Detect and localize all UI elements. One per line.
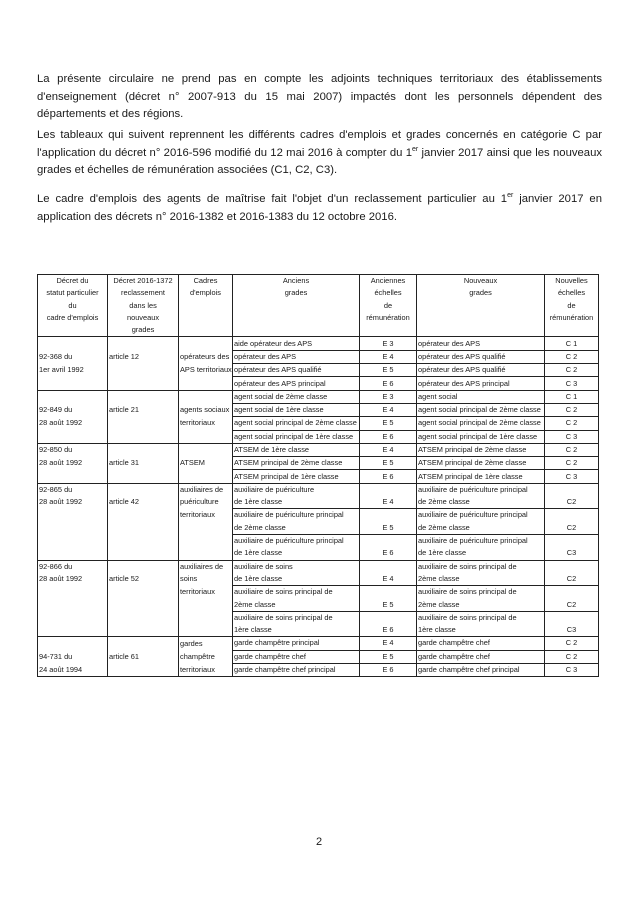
old-grade-cell: auxiliaire de soins principal de <box>233 611 360 624</box>
header-row <box>38 300 599 312</box>
decret-cell <box>38 377 108 390</box>
old-scale-cell: E 5 <box>360 650 417 663</box>
new-grade-cell: de 2ème classe <box>417 496 545 509</box>
old-grade-cell: de 2ème classe <box>233 522 360 535</box>
new-grade-cell: de 2ème classe <box>417 522 545 535</box>
cadre-cell <box>179 547 233 560</box>
article-cell <box>108 364 179 377</box>
new-scale-cell: C 3 <box>545 663 599 676</box>
table-row <box>38 350 599 363</box>
old-grade-cell: garde champêtre principal <box>233 637 360 650</box>
new-scale-cell: C 3 <box>545 377 599 390</box>
decret-cell <box>38 337 108 350</box>
old-grade-cell: agent social principal de 2ème classe <box>233 417 360 430</box>
new-scale-cell <box>545 509 599 522</box>
page-number: 2 <box>315 836 323 848</box>
old-scale-cell: E 4 <box>360 496 417 509</box>
anciens-grades-header <box>233 312 360 324</box>
decret-cell <box>38 598 108 611</box>
old-scale-cell: E 6 <box>360 470 417 483</box>
article-cell <box>108 637 179 650</box>
nouveaux-grades-header <box>417 324 545 337</box>
old-grade-cell: de 1ère classe <box>233 496 360 509</box>
old-scale-cell: E 6 <box>360 624 417 637</box>
cadre-cell: auxiliaires de <box>179 483 233 496</box>
anciens-grades-header <box>233 300 360 312</box>
article-cell <box>108 547 179 560</box>
old-grade-cell: ATSEM principal de 1ère classe <box>233 470 360 483</box>
old-scale-cell: E 6 <box>360 430 417 443</box>
scope-paragraph <box>37 127 602 180</box>
table-row <box>38 586 599 599</box>
cadre-cell: territoriaux <box>179 663 233 676</box>
new-grade-cell: agent social principal de 1ère classe <box>417 430 545 443</box>
old-grade-cell: ATSEM principal de 2ème classe <box>233 457 360 470</box>
cadre-cell <box>179 611 233 624</box>
new-grade-cell: auxiliaire de soins principal de <box>417 611 545 624</box>
table-row <box>38 560 599 573</box>
anciennes-echelles-header: de <box>360 300 417 312</box>
table-row <box>38 624 599 637</box>
old-grade-cell: opérateur des APS principal <box>233 377 360 390</box>
new-scale-cell <box>545 611 599 624</box>
scope-text-part2: janvier 2017 ainsi que les nouveaux grades et échelles de rémunération associées (C1, C2, C3). <box>37 146 602 176</box>
decret-cell: 28 août 1992 <box>38 573 108 586</box>
cadre-cell <box>179 534 233 547</box>
decret-cell <box>38 534 108 547</box>
decret-cell: 92-850 du <box>38 443 108 456</box>
decret-cell: 1er avril 1992 <box>38 364 108 377</box>
cadre-cell: gardes <box>179 637 233 650</box>
nouveaux-grades-header <box>417 312 545 324</box>
new-grade-cell: garde champêtre chef <box>417 637 545 650</box>
table-row <box>38 443 599 456</box>
nouveaux-grades-header: grades <box>417 287 545 299</box>
new-grade-cell: opérateur des APS qualifié <box>417 350 545 363</box>
reclassement-header: dans les <box>108 300 179 312</box>
table-row <box>38 637 599 650</box>
cadre-cell <box>179 598 233 611</box>
decret-cell: 92-866 du <box>38 560 108 573</box>
nouvelles-echelles-header: Nouvelles <box>545 275 599 288</box>
new-grade-cell: agent social principal de 2ème classe <box>417 403 545 416</box>
anciens-grades-header <box>233 324 360 337</box>
new-scale-cell: C 3 <box>545 430 599 443</box>
table-row <box>38 337 599 350</box>
new-grade-cell: garde champêtre chef principal <box>417 663 545 676</box>
cadres-header <box>179 324 233 337</box>
table-header <box>38 275 599 337</box>
old-scale-cell: E 6 <box>360 547 417 560</box>
cadre-cell: puériculture <box>179 496 233 509</box>
decret-cell <box>38 390 108 403</box>
nouvelles-echelles-header: échelles <box>545 287 599 299</box>
new-grade-cell: 1ère classe <box>417 624 545 637</box>
cadres-header: d'emplois <box>179 287 233 299</box>
header-row <box>38 275 599 288</box>
new-grade-cell: 2ème classe <box>417 598 545 611</box>
old-scale-cell: E 5 <box>360 457 417 470</box>
new-scale-cell: C 2 <box>545 350 599 363</box>
nouvelles-echelles-header <box>545 324 599 337</box>
header-row <box>38 324 599 337</box>
new-scale-cell: C 3 <box>545 470 599 483</box>
article-cell: article 42 <box>108 496 179 509</box>
table-row <box>38 611 599 624</box>
decret-cell <box>38 547 108 560</box>
article-cell <box>108 377 179 390</box>
article-cell <box>108 509 179 522</box>
article-cell <box>108 586 179 599</box>
reclassement-header: grades <box>108 324 179 337</box>
table-row <box>38 547 599 560</box>
new-scale-cell <box>545 586 599 599</box>
table-row <box>38 496 599 509</box>
new-scale-cell: C 1 <box>545 337 599 350</box>
old-scale-cell: E 5 <box>360 598 417 611</box>
decret-cell: 94-731 du <box>38 650 108 663</box>
article-cell: article 31 <box>108 457 179 470</box>
cadres-header <box>179 300 233 312</box>
cadre-cell: opérateurs des <box>179 350 233 363</box>
new-grade-cell: opérateur des APS qualifié <box>417 364 545 377</box>
table-row <box>38 509 599 522</box>
new-grade-cell: agent social <box>417 390 545 403</box>
decret-cell <box>38 509 108 522</box>
cadre-cell <box>179 337 233 350</box>
new-grade-cell: auxiliaire de puériculture principal <box>417 483 545 496</box>
decret-header: statut particulier <box>38 287 108 299</box>
old-grade-cell: opérateur des APS <box>233 350 360 363</box>
table-row <box>38 403 599 416</box>
new-scale-cell: C3 <box>545 547 599 560</box>
decret-header: cadre d'emplois <box>38 312 108 324</box>
new-grade-cell: opérateur des APS principal <box>417 377 545 390</box>
article-cell: article 61 <box>108 650 179 663</box>
old-grade-cell: aide opérateur des APS <box>233 337 360 350</box>
old-grade-cell: de 1ère classe <box>233 547 360 560</box>
table-row <box>38 650 599 663</box>
cadre-cell: territoriaux <box>179 586 233 599</box>
new-scale-cell: C 2 <box>545 403 599 416</box>
nouvelles-echelles-header: de <box>545 300 599 312</box>
nouveaux-grades-header: Nouveaux <box>417 275 545 288</box>
new-scale-cell: C2 <box>545 522 599 535</box>
old-scale-cell: E 6 <box>360 377 417 390</box>
old-scale-cell: E 3 <box>360 390 417 403</box>
anciennes-echelles-header: Anciennes <box>360 275 417 288</box>
decret-cell <box>38 470 108 483</box>
header-row <box>38 287 599 299</box>
new-grade-cell: auxiliaire de soins principal de <box>417 586 545 599</box>
new-scale-cell: C 1 <box>545 390 599 403</box>
new-scale-cell: C 2 <box>545 650 599 663</box>
new-grade-cell: auxiliaire de puériculture principal <box>417 509 545 522</box>
article-cell: article 52 <box>108 573 179 586</box>
old-scale-cell <box>360 611 417 624</box>
new-scale-cell <box>545 483 599 496</box>
old-scale-cell: E 4 <box>360 443 417 456</box>
new-scale-cell: C2 <box>545 573 599 586</box>
scope-superscript: er <box>412 145 419 153</box>
reclassement-table <box>37 274 599 677</box>
old-scale-cell <box>360 509 417 522</box>
table-row <box>38 598 599 611</box>
old-grade-cell: 1ère classe <box>233 624 360 637</box>
new-grade-cell: auxiliaire de soins principal de <box>417 560 545 573</box>
new-scale-cell: C 2 <box>545 364 599 377</box>
new-grade-cell: auxiliaire de puériculture principal <box>417 534 545 547</box>
article-cell: article 21 <box>108 403 179 416</box>
new-scale-cell: C 2 <box>545 443 599 456</box>
decret-cell <box>38 522 108 535</box>
new-grade-cell: 2ème classe <box>417 573 545 586</box>
article-cell <box>108 611 179 624</box>
cadre-cell: soins <box>179 573 233 586</box>
maitrise-text-part2: janvier 2017 en application des décrets n° 2016-1382 et 2016-1383 du 12 octobre 2016. <box>37 193 602 223</box>
cadre-cell <box>179 522 233 535</box>
table-row <box>38 470 599 483</box>
old-scale-cell: E 4 <box>360 403 417 416</box>
old-scale-cell: E 4 <box>360 637 417 650</box>
article-cell: article 12 <box>108 350 179 363</box>
decret-cell: 92-865 du <box>38 483 108 496</box>
decret-cell: 24 août 1994 <box>38 663 108 676</box>
header-row <box>38 312 599 324</box>
cadre-cell <box>179 624 233 637</box>
old-scale-cell <box>360 586 417 599</box>
new-scale-cell: C 2 <box>545 637 599 650</box>
article-cell <box>108 470 179 483</box>
decret-header: Décret du <box>38 275 108 288</box>
anciens-grades-header: Anciens <box>233 275 360 288</box>
decret-cell: 92-368 du <box>38 350 108 363</box>
new-grade-cell: ATSEM principal de 1ère classe <box>417 470 545 483</box>
decret-header: du <box>38 300 108 312</box>
new-scale-cell: C2 <box>545 496 599 509</box>
table-row <box>38 573 599 586</box>
table-row <box>38 534 599 547</box>
old-scale-cell: E 5 <box>360 364 417 377</box>
old-scale-cell: E 6 <box>360 663 417 676</box>
old-grade-cell: de 1ère classe <box>233 573 360 586</box>
cadre-cell <box>179 390 233 403</box>
cadre-cell <box>179 470 233 483</box>
old-grade-cell: agent social principal de 1ère classe <box>233 430 360 443</box>
decret-cell <box>38 430 108 443</box>
table-row <box>38 377 599 390</box>
article-cell <box>108 417 179 430</box>
article-cell <box>108 430 179 443</box>
new-scale-cell <box>545 534 599 547</box>
old-grade-cell: auxiliaire de soins principal de <box>233 586 360 599</box>
decret-cell <box>38 624 108 637</box>
cadre-cell <box>179 443 233 456</box>
article-cell <box>108 598 179 611</box>
cadre-cell: auxiliaires de <box>179 560 233 573</box>
new-grade-cell: de 1ère classe <box>417 547 545 560</box>
old-scale-cell: E 3 <box>360 337 417 350</box>
decret-header <box>38 324 108 337</box>
scope-text-part1: Les tableaux qui suivent reprennent les différents cadres d'emplois et grades concernés en catégorie C par l'application du décret n° 2016-596 modifié du 12 mai 2016 à compter du 1 <box>37 129 602 159</box>
article-cell <box>108 483 179 496</box>
intro-paragraph: La présente circulaire ne prend pas en compte les adjoints techniques territoriaux des établissements d'enseignement (décret n° 2007-913 du 15 mai 2007) impactés dont les personnels dépendent des départements et des régions. <box>37 73 602 120</box>
old-grade-cell: garde champêtre chef <box>233 650 360 663</box>
decret-cell <box>38 637 108 650</box>
new-grade-cell: opérateur des APS <box>417 337 545 350</box>
table-row <box>38 663 599 676</box>
old-grade-cell: agent social de 1ère classe <box>233 403 360 416</box>
cadre-cell: ATSEM <box>179 457 233 470</box>
anciens-grades-header: grades <box>233 287 360 299</box>
maitrise-superscript: er <box>507 192 514 200</box>
cadre-cell: agents sociaux <box>179 403 233 416</box>
anciennes-echelles-header: rémunération <box>360 312 417 324</box>
old-scale-cell <box>360 534 417 547</box>
table-row <box>38 364 599 377</box>
reclassement-header: nouveaux <box>108 312 179 324</box>
nouveaux-grades-header <box>417 300 545 312</box>
article-cell <box>108 390 179 403</box>
old-grade-cell: 2ème classe <box>233 598 360 611</box>
decret-cell: 28 août 1992 <box>38 417 108 430</box>
cadre-cell: APS territoriaux <box>179 364 233 377</box>
maitrise-text-part1: Le cadre d'emplois des agents de maîtrise fait l'objet d'un reclassement particulier au 1 <box>37 193 508 205</box>
anciennes-echelles-header: échelles <box>360 287 417 299</box>
decret-cell: 28 août 1992 <box>38 496 108 509</box>
old-grade-cell: auxiliaire de soins <box>233 560 360 573</box>
old-scale-cell: E 5 <box>360 522 417 535</box>
new-grade-cell: ATSEM principal de 2ème classe <box>417 457 545 470</box>
cadre-cell: territoriaux <box>179 509 233 522</box>
old-grade-cell: agent social de 2ème classe <box>233 390 360 403</box>
table-body <box>38 337 599 677</box>
article-cell <box>108 624 179 637</box>
old-grade-cell: auxiliaire de puériculture principal <box>233 509 360 522</box>
old-scale-cell: E 4 <box>360 350 417 363</box>
article-cell <box>108 443 179 456</box>
table-row <box>38 430 599 443</box>
old-scale-cell <box>360 560 417 573</box>
table-row <box>38 390 599 403</box>
new-scale-cell: C3 <box>545 624 599 637</box>
maitrise-paragraph <box>37 191 602 226</box>
table-row <box>38 483 599 496</box>
cadre-cell: territoriaux <box>179 417 233 430</box>
reclassement-header: Décret 2016-1372 <box>108 275 179 288</box>
old-grade-cell: auxiliaire de puériculture <box>233 483 360 496</box>
old-scale-cell <box>360 483 417 496</box>
table-row <box>38 522 599 535</box>
new-scale-cell <box>545 560 599 573</box>
new-grade-cell: agent social principal de 2ème classe <box>417 417 545 430</box>
new-scale-cell: C 2 <box>545 457 599 470</box>
old-grade-cell: ATSEM de 1ère classe <box>233 443 360 456</box>
article-cell <box>108 560 179 573</box>
new-scale-cell: C 2 <box>545 417 599 430</box>
old-scale-cell: E 5 <box>360 417 417 430</box>
decret-cell: 92-849 du <box>38 403 108 416</box>
cadres-header: Cadres <box>179 275 233 288</box>
cadre-cell <box>179 430 233 443</box>
decret-cell <box>38 611 108 624</box>
new-scale-cell: C2 <box>545 598 599 611</box>
nouvelles-echelles-header: rémunération <box>545 312 599 324</box>
table-row <box>38 417 599 430</box>
old-grade-cell: opérateur des APS qualifié <box>233 364 360 377</box>
anciennes-echelles-header <box>360 324 417 337</box>
table-row <box>38 457 599 470</box>
old-grade-cell: auxiliaire de puériculture principal <box>233 534 360 547</box>
reclassement-header: reclassement <box>108 287 179 299</box>
cadres-header <box>179 312 233 324</box>
article-cell <box>108 534 179 547</box>
old-scale-cell: E 4 <box>360 573 417 586</box>
cadre-cell: champêtre <box>179 650 233 663</box>
article-cell <box>108 663 179 676</box>
old-grade-cell: garde champêtre chef principal <box>233 663 360 676</box>
new-grade-cell: ATSEM principal de 2ème classe <box>417 443 545 456</box>
new-grade-cell: garde champêtre chef <box>417 650 545 663</box>
decret-cell <box>38 586 108 599</box>
decret-cell: 28 août 1992 <box>38 457 108 470</box>
cadre-cell <box>179 377 233 390</box>
article-cell <box>108 337 179 350</box>
article-cell <box>108 522 179 535</box>
